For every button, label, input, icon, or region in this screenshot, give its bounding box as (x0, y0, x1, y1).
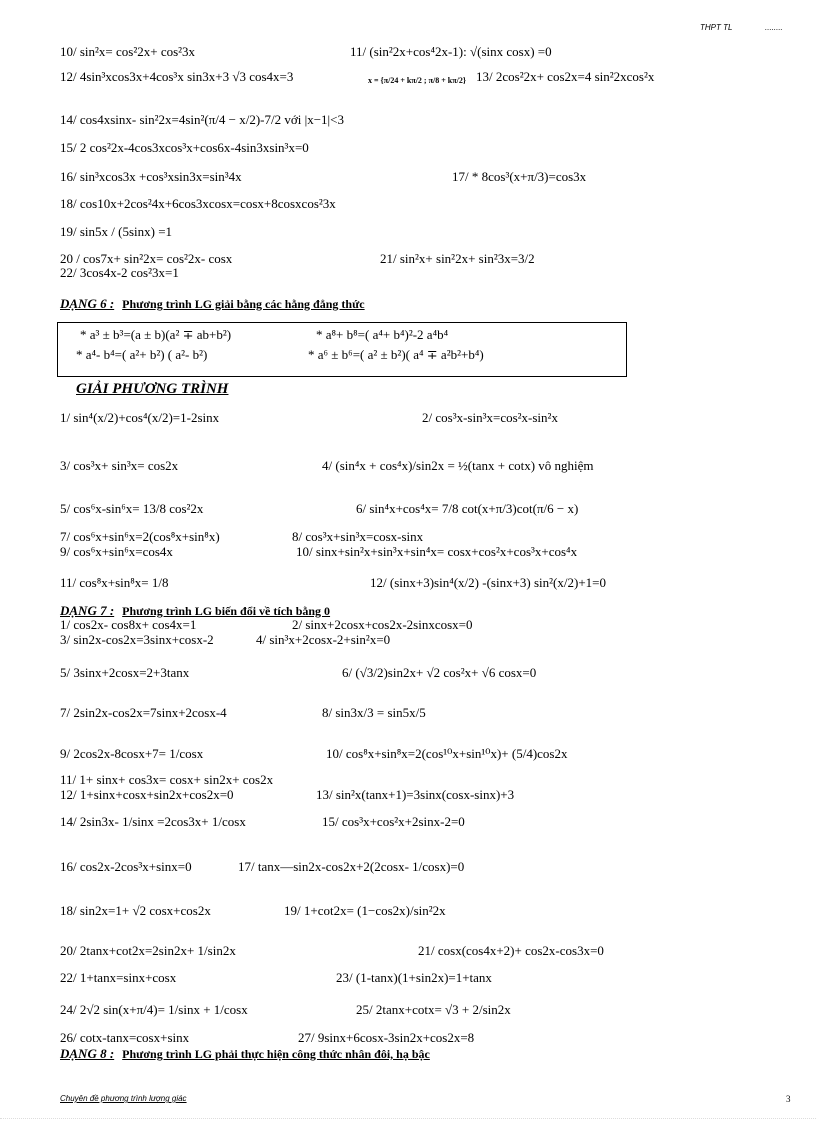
identity-3: * a⁴- b⁴=( a²+ b²) ( a²- b²) (76, 347, 208, 362)
dang6-title: Phương trình LG giải bằng các hằng đẳng thức (122, 297, 365, 311)
eq-c9: 9/ 2cos2x-8cosx+7= 1/cosx (60, 746, 204, 761)
eq-b8: 8/ cos³x+sin³x=cosx-sinx (292, 529, 424, 544)
eq-c5: 5/ 3sinx+2cosx=2+3tanx (60, 665, 190, 680)
eq-a17: 17/ * 8cos³(x+π/3)=cos3x (452, 169, 587, 184)
identity-1: * a³ ± b³=(a ± b)(a² ∓ ab+b²) (80, 327, 232, 342)
eq-c20: 20/ 2tanx+cot2x=2sin2x+ 1/sin2x (60, 943, 236, 958)
eq-c1: 1/ cos2x- cos8x+ cos4x=1 (60, 617, 197, 632)
dang8-title: Phương trình LG phải thực hiện công thức nhân đôi, hạ bậc (122, 1047, 430, 1061)
identity-2: * a⁸+ b⁸=( a⁴+ b⁴)²-2 a⁴b⁴ (316, 327, 449, 342)
eq-c21: 21/ cosx(cos4x+2)+ cos2x-cos3x=0 (418, 943, 604, 958)
dang6-label: DẠNG 6 : (60, 296, 115, 311)
eq-c16: 16/ cos2x-2cos³x+sinx=0 (60, 859, 192, 874)
eq-b4: 4/ (sin⁴x + cos⁴x)/sin2x = ½(tanx + cotx) vô nghiệm (322, 458, 594, 473)
eq-a14: 14/ cos4xsinx- sin²2x=4sin²(π/4 − x/2)-7/2 với |x−1|<3 (60, 112, 344, 127)
eq-b1: 1/ sin⁴(x/2)+cos⁴(x/2)=1-2sinx (60, 410, 220, 425)
eq-c25: 25/ 2tanx+cotx= √3 + 2/sin2x (356, 1002, 511, 1017)
eq-c8: 8/ sin3x/3 = sin5x/5 (322, 705, 426, 720)
eq-c6: 6/ (√3/2)sin2x+ √2 cos²x+ √6 cosx=0 (342, 665, 537, 680)
footer-divider (0, 1118, 816, 1119)
identity-4: * a⁶ ± b⁶=( a² ± b²)( a⁴ ∓ a²b²+b⁴) (308, 347, 484, 362)
dang7-title: Phương trình LG biến đổi về tích bằng 0 (122, 604, 331, 618)
eq-b7: 7/ cos⁶x+sin⁶x=2(cos⁸x+sin⁸x) (60, 529, 220, 544)
page-number: 3 (786, 1094, 791, 1104)
eq-b6: 6/ sin⁴x+cos⁴x= 7/8 cot(x+π/3)cot(π/6 − x) (356, 501, 579, 516)
eq-a12: 12/ 4sin³xcos3x+4cos³x sin3x+3 √3 cos4x=3 (60, 69, 294, 84)
dang8-heading (60, 1046, 430, 1062)
eq-b5: 5/ cos⁶x-sin⁶x= 13/8 cos²2x (60, 501, 204, 516)
eq-c22: 22/ 1+tanx=sinx+cosx (60, 970, 177, 985)
eq-c15: 15/ cos³x+cos²x+2sinx-2=0 (322, 814, 465, 829)
eq-b11: 11/ cos⁸x+sin⁸x= 1/8 (60, 575, 169, 590)
eq-c10: 10/ cos⁸x+sin⁸x=2(cos¹⁰x+sin¹⁰x)+ (5/4)cos2x (326, 746, 568, 761)
eq-a12-solution: x = {π/24 + kπ/2 ; π/8 + kπ/2} (368, 76, 466, 85)
eq-c4: 4/ sin³x+2cosx-2+sin²x=0 (256, 632, 391, 647)
eq-b10: 10/ sinx+sin²x+sin³x+sin⁴x= cosx+cos²x+cos³x+cos⁴x (296, 544, 578, 559)
eq-c11: 11/ 1+ sinx+ cos3x= cosx+ sin2x+ cos2x (60, 772, 274, 787)
eq-c24: 24/ 2√2 sin(x+π/4)= 1/sinx + 1/cosx (60, 1002, 248, 1017)
eq-a15: 15/ 2 cos²2x-4cos3xcos³x+cos6x-4sin3xsin³x=0 (60, 140, 309, 155)
eq-c23: 23/ (1-tanx)(1+sin2x)=1+tanx (336, 970, 492, 985)
eq-b9: 9/ cos⁶x+sin⁶x=cos4x (60, 544, 173, 559)
dang6-heading (60, 296, 365, 312)
eq-c26: 26/ cotx-tanx=cosx+sinx (60, 1030, 190, 1045)
header-dots: ........ (765, 23, 783, 32)
eq-b12: 12/ (sinx+3)sin⁴(x/2) -(sinx+3) sin²(x/2)+1=0 (370, 575, 606, 590)
eq-a21: 21/ sin²x+ sin²2x+ sin²3x=3/2 (380, 251, 535, 266)
footer-text: Chuyên đề phương trình lượng giác (60, 1094, 187, 1103)
eq-c2: 2/ sinx+2cosx+cos2x-2sinxcosx=0 (292, 617, 473, 632)
eq-a16: 16/ sin³xcos3x +cos³xsin3x=sin³4x (60, 169, 242, 184)
eq-c18: 18/ sin2x=1+ √2 cosx+cos2x (60, 903, 211, 918)
eq-a20: 20 / cos7x+ sin²2x= cos²2x- cosx (60, 251, 233, 266)
eq-a10: 10/ sin²x= cos²2x+ cos²3x (60, 44, 196, 59)
eq-c17: 17/ tanx—sin2x-cos2x+2(2cosx- 1/cosx)=0 (238, 859, 465, 874)
eq-a18: 18/ cos10x+2cos²4x+6cos3xcosx=cosx+8cosxcos²3x (60, 196, 336, 211)
eq-b2: 2/ cos³x-sin³x=cos²x-sin²x (422, 410, 558, 425)
dang7-label: DẠNG 7 : (60, 603, 115, 618)
giai-heading: GIẢI PHƯƠNG TRÌNH (76, 381, 229, 397)
eq-c3: 3/ sin2x-cos2x=3sinx+cosx-2 (60, 632, 214, 647)
eq-b3: 3/ cos³x+ sin³x= cos2x (60, 458, 179, 473)
eq-a22: 22/ 3cos4x-2 cos²3x=1 (60, 265, 179, 280)
eq-c7: 7/ 2sin2x-cos2x=7sinx+2cosx-4 (60, 705, 227, 720)
eq-c27: 27/ 9sinx+6cosx-3sin2x+cos2x=8 (298, 1030, 475, 1045)
eq-c19: 19/ 1+cot2x= (1−cos2x)/sin²2x (284, 903, 446, 918)
eq-c12: 12/ 1+sinx+cosx+sin2x+cos2x=0 (60, 787, 234, 802)
eq-c13: 13/ sin²x(tanx+1)=3sinx(cosx-sinx)+3 (316, 787, 515, 802)
eq-a19: 19/ sin5x / (5sinx) =1 (60, 224, 173, 239)
eq-a13: 13/ 2cos²2x+ cos2x=4 sin²2xcos²x (476, 69, 655, 84)
dang8-label: DẠNG 8 : (60, 1046, 115, 1061)
header-school: THPT TL (700, 23, 733, 32)
eq-c14: 14/ 2sin3x- 1/sinx =2cos3x+ 1/cosx (60, 814, 246, 829)
eq-a11: 11/ (sin²2x+cos⁴2x-1): √(sinx cosx) =0 (350, 44, 552, 59)
